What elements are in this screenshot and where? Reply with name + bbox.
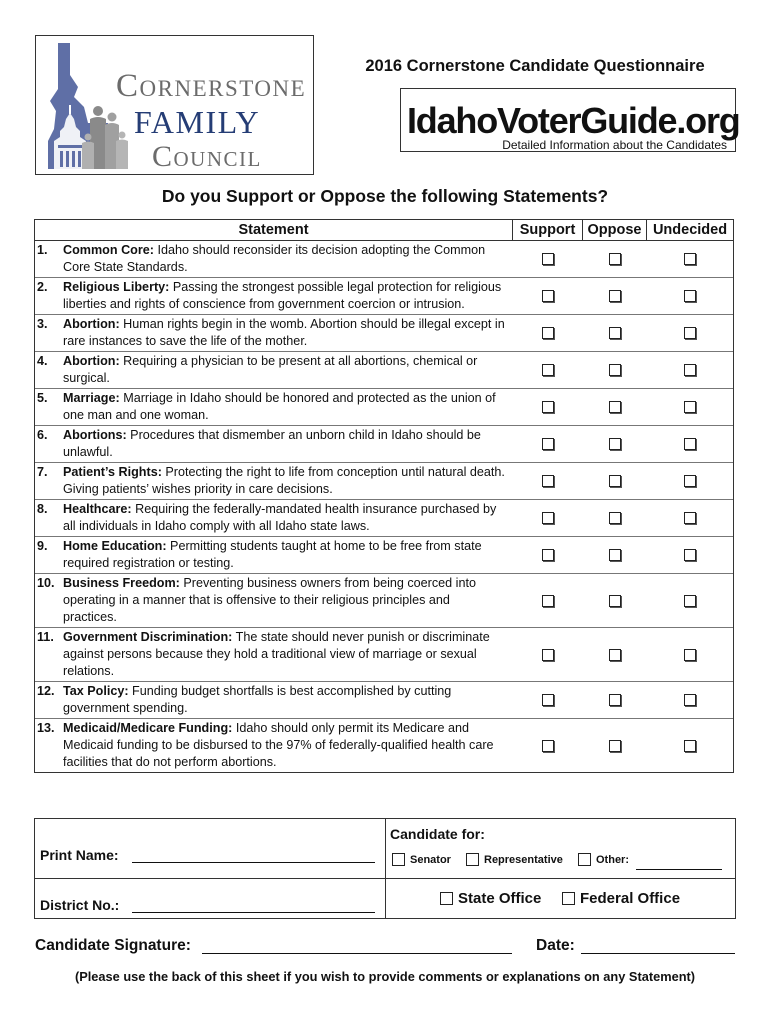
support-checkbox[interactable] xyxy=(542,694,554,706)
undecided-checkbox[interactable] xyxy=(684,401,696,413)
statement-body: Marriage in Idaho should be honored and protected as the union of one man and one woman. xyxy=(63,391,496,422)
statement-topic: Common Core: xyxy=(63,243,154,257)
statement-topic: Abortion: xyxy=(63,354,120,368)
support-cell xyxy=(513,537,583,573)
logo xyxy=(35,35,314,175)
date-label: Date: xyxy=(536,937,575,954)
statement-text xyxy=(63,242,507,276)
signature-label: Candidate Signature: xyxy=(35,937,191,954)
statement-number: 6. xyxy=(37,428,48,442)
statement-cell xyxy=(35,574,513,627)
statement-body: Requiring the federally-mandated health insurance purchased by all individuals in Idaho comply with all Idaho state laws. xyxy=(63,502,497,533)
table-row xyxy=(35,241,733,278)
undecided-cell xyxy=(647,315,733,351)
representative-option[interactable] xyxy=(466,853,563,866)
statement-text xyxy=(63,575,507,626)
site-banner xyxy=(400,88,740,152)
statement-cell xyxy=(35,352,513,388)
undecided-checkbox[interactable] xyxy=(684,438,696,450)
site-title: IdahoVoterGuide.org xyxy=(407,100,740,141)
statement-number: 10. xyxy=(37,576,55,590)
other-field[interactable] xyxy=(636,869,722,870)
divider xyxy=(35,878,735,879)
support-cell xyxy=(513,426,583,462)
oppose-cell xyxy=(583,278,647,314)
undecided-checkbox[interactable] xyxy=(684,549,696,561)
candidate-for-label: Candidate for: xyxy=(390,826,485,842)
oppose-checkbox[interactable] xyxy=(609,740,621,752)
oppose-cell xyxy=(583,628,647,681)
undecided-checkbox[interactable] xyxy=(684,694,696,706)
senator-label: Senator xyxy=(410,853,451,866)
oppose-cell xyxy=(583,682,647,718)
oppose-checkbox[interactable] xyxy=(609,649,621,661)
statement-cell xyxy=(35,389,513,425)
logo-word-cornerstone: CORNERSTONE xyxy=(116,68,307,104)
oppose-checkbox[interactable] xyxy=(609,364,621,376)
print-name-label: Print Name: xyxy=(40,847,119,863)
statement-body: The state should never punish or discriminate against persons because they hold a traditional view of marriage or sexual relations. xyxy=(63,630,490,678)
oppose-checkbox[interactable] xyxy=(609,327,621,339)
federal-office-label: Federal Office xyxy=(580,890,681,907)
undecided-checkbox[interactable] xyxy=(684,290,696,302)
statement-number: 5. xyxy=(37,391,48,405)
support-checkbox[interactable] xyxy=(542,649,554,661)
statement-text xyxy=(63,501,507,535)
oppose-cell xyxy=(583,352,647,388)
oppose-checkbox[interactable] xyxy=(609,290,621,302)
statement-cell xyxy=(35,426,513,462)
statement-text xyxy=(63,538,507,572)
statement-number: 7. xyxy=(37,465,48,479)
oppose-cell xyxy=(583,389,647,425)
support-checkbox[interactable] xyxy=(542,512,554,524)
questionnaire-title: 2016 Cornerstone Candidate Questionnaire xyxy=(365,57,705,75)
footer-note: (Please use the back of this sheet if you wish to provide comments or explanations on any Statement) xyxy=(74,969,696,984)
state-office-label: State Office xyxy=(458,890,542,907)
statement-topic: Abortion: xyxy=(63,317,120,331)
table-row xyxy=(35,463,733,500)
undecided-cell xyxy=(647,426,733,462)
support-cell xyxy=(513,278,583,314)
senator-checkbox[interactable] xyxy=(392,853,405,866)
statement-text xyxy=(63,316,507,350)
statements-table xyxy=(34,219,734,773)
table-row xyxy=(35,315,733,352)
support-checkbox[interactable] xyxy=(542,401,554,413)
statement-body: Permitting students taught at home to be free from state required registration or testing. xyxy=(63,539,482,570)
statement-topic: Business Freedom: xyxy=(63,576,180,590)
header-undecided: Undecided xyxy=(652,222,728,238)
oppose-checkbox[interactable] xyxy=(609,595,621,607)
statement-cell xyxy=(35,719,513,772)
table-row xyxy=(35,352,733,389)
statement-body: Idaho should only permit its Medicare and Medicaid funding to be disbursed to the 97% of federally-qualified health care facilities that do not perform abortions. xyxy=(63,721,494,769)
oppose-checkbox[interactable] xyxy=(609,549,621,561)
support-cell xyxy=(513,389,583,425)
print-name-field[interactable] xyxy=(132,862,375,863)
statement-text xyxy=(63,279,507,313)
header-support: Support xyxy=(513,220,583,240)
undecided-checkbox[interactable] xyxy=(684,740,696,752)
oppose-checkbox[interactable] xyxy=(609,694,621,706)
undecided-cell xyxy=(647,682,733,718)
undecided-cell xyxy=(647,719,733,772)
support-checkbox[interactable] xyxy=(542,327,554,339)
support-checkbox[interactable] xyxy=(542,364,554,376)
statement-cell xyxy=(35,241,513,277)
statement-number: 2. xyxy=(37,280,48,294)
oppose-checkbox[interactable] xyxy=(609,401,621,413)
statement-cell xyxy=(35,315,513,351)
statement-topic: Religious Liberty: xyxy=(63,280,170,294)
statement-text xyxy=(63,683,507,717)
undecided-cell xyxy=(647,389,733,425)
statement-text xyxy=(63,629,507,680)
support-cell xyxy=(513,241,583,277)
table-row xyxy=(35,537,733,574)
statement-topic: Healthcare: xyxy=(63,502,132,516)
other-label: Other: xyxy=(596,853,629,866)
representative-checkbox[interactable] xyxy=(466,853,479,866)
table-row xyxy=(35,278,733,315)
statement-text xyxy=(63,464,507,498)
statement-body: Requiring a physician to be present at all abortions, chemical or surgical. xyxy=(63,354,478,385)
other-checkbox[interactable] xyxy=(578,853,591,866)
idaho-capitol-family-icon xyxy=(44,41,130,171)
statement-number: 12. xyxy=(37,684,55,698)
other-option[interactable] xyxy=(578,853,629,866)
undecided-cell xyxy=(647,241,733,277)
statement-cell xyxy=(35,500,513,536)
table-body xyxy=(35,241,733,772)
divider xyxy=(385,819,386,919)
undecided-checkbox[interactable] xyxy=(684,327,696,339)
district-field[interactable] xyxy=(132,912,375,913)
statement-number: 4. xyxy=(37,354,48,368)
undecided-cell xyxy=(647,352,733,388)
statement-topic: Government Discrimination: xyxy=(63,630,233,644)
support-checkbox[interactable] xyxy=(542,740,554,752)
federal-office-option[interactable] xyxy=(562,890,680,907)
support-cell xyxy=(513,352,583,388)
statement-topic: Medicaid/Medicare Funding: xyxy=(63,721,233,735)
district-label: District No.: xyxy=(40,897,120,913)
federal-office-checkbox[interactable] xyxy=(562,892,575,905)
header-oppose: Oppose xyxy=(583,220,647,240)
support-cell xyxy=(513,574,583,627)
support-checkbox[interactable] xyxy=(542,475,554,487)
oppose-checkbox[interactable] xyxy=(609,475,621,487)
support-cell xyxy=(513,719,583,772)
candidate-info-table xyxy=(34,818,736,919)
statement-number: 8. xyxy=(37,502,48,516)
statement-cell xyxy=(35,682,513,718)
statement-cell xyxy=(35,537,513,573)
undecided-cell xyxy=(647,628,733,681)
undecided-cell xyxy=(647,278,733,314)
support-cell xyxy=(513,315,583,351)
statement-cell xyxy=(35,628,513,681)
table-header xyxy=(35,220,733,241)
oppose-cell xyxy=(583,537,647,573)
signature-field[interactable] xyxy=(202,953,512,954)
statement-body: Preventing business owners from being coerced into operating in a manner that is offensive to their religious principles and practices. xyxy=(63,576,476,624)
main-heading: Do you Support or Oppose the following Statements? xyxy=(161,186,609,206)
undecided-checkbox[interactable] xyxy=(684,595,696,607)
header-statement: Statement xyxy=(35,220,513,240)
support-checkbox[interactable] xyxy=(542,290,554,302)
undecided-cell xyxy=(647,500,733,536)
table-row xyxy=(35,719,733,772)
statement-body: Protecting the right to life from conception until natural death. Giving patients’ wishes priority in care decisions. xyxy=(63,465,505,496)
statement-text xyxy=(63,427,507,461)
oppose-cell xyxy=(583,426,647,462)
support-cell xyxy=(513,500,583,536)
support-checkbox[interactable] xyxy=(542,253,554,265)
logo-word-council: COUNCIL xyxy=(152,140,262,173)
undecided-cell xyxy=(647,537,733,573)
representative-label: Representative xyxy=(484,853,563,866)
statement-topic: Marriage: xyxy=(63,391,120,405)
statement-body: Idaho should reconsider its decision adopting the Common Core State Standards. xyxy=(63,243,486,274)
oppose-cell xyxy=(583,574,647,627)
senator-option[interactable] xyxy=(392,853,451,866)
table-row xyxy=(35,628,733,682)
oppose-cell xyxy=(583,719,647,772)
oppose-cell xyxy=(583,463,647,499)
statement-topic: Tax Policy: xyxy=(63,684,129,698)
statement-text xyxy=(63,720,507,771)
support-cell xyxy=(513,463,583,499)
oppose-cell xyxy=(583,241,647,277)
statement-number: 1. xyxy=(37,243,48,257)
support-cell xyxy=(513,682,583,718)
undecided-checkbox[interactable] xyxy=(684,253,696,265)
statement-cell xyxy=(35,278,513,314)
oppose-checkbox[interactable] xyxy=(609,512,621,524)
statement-body: Passing the strongest possible legal protection for religious liberties and rights of conscience from government coercion or intrusion. xyxy=(63,280,502,311)
statement-cell xyxy=(35,463,513,499)
date-field[interactable] xyxy=(581,953,735,954)
oppose-cell xyxy=(583,500,647,536)
table-row xyxy=(35,426,733,463)
statement-body: Procedures that dismember an unborn child in Idaho should be unlawful. xyxy=(63,428,481,459)
statement-number: 3. xyxy=(37,317,48,331)
oppose-checkbox[interactable] xyxy=(609,438,621,450)
site-subtitle: Detailed Information about the Candidates xyxy=(502,138,727,152)
state-office-checkbox[interactable] xyxy=(440,892,453,905)
oppose-checkbox[interactable] xyxy=(609,253,621,265)
table-row xyxy=(35,389,733,426)
table-row xyxy=(35,682,733,719)
statement-number: 11. xyxy=(37,630,54,644)
support-cell xyxy=(513,628,583,681)
statement-topic: Patient’s Rights: xyxy=(63,465,162,479)
statement-text xyxy=(63,353,507,387)
statement-topic: Abortions: xyxy=(63,428,127,442)
statement-number: 9. xyxy=(37,539,48,553)
table-row xyxy=(35,574,733,628)
statement-number: 13. xyxy=(37,721,55,735)
statement-body: Funding budget shortfalls is best accomplished by cutting government spending. xyxy=(63,684,452,715)
support-checkbox[interactable] xyxy=(542,549,554,561)
statement-text xyxy=(63,390,507,424)
oppose-cell xyxy=(583,315,647,351)
undecided-checkbox[interactable] xyxy=(684,512,696,524)
undecided-cell xyxy=(647,574,733,627)
undecided-checkbox[interactable] xyxy=(684,475,696,487)
statement-body: Human rights begin in the womb. Abortion should be illegal except in rare instances to save the life of the mother. xyxy=(63,317,505,348)
undecided-checkbox[interactable] xyxy=(684,364,696,376)
statement-topic: Home Education: xyxy=(63,539,167,553)
support-checkbox[interactable] xyxy=(542,595,554,607)
undecided-cell xyxy=(647,463,733,499)
undecided-checkbox[interactable] xyxy=(684,649,696,661)
logo-word-family: FAMILY xyxy=(134,104,261,140)
support-checkbox[interactable] xyxy=(542,438,554,450)
state-office-option[interactable] xyxy=(440,890,541,907)
table-row xyxy=(35,500,733,537)
